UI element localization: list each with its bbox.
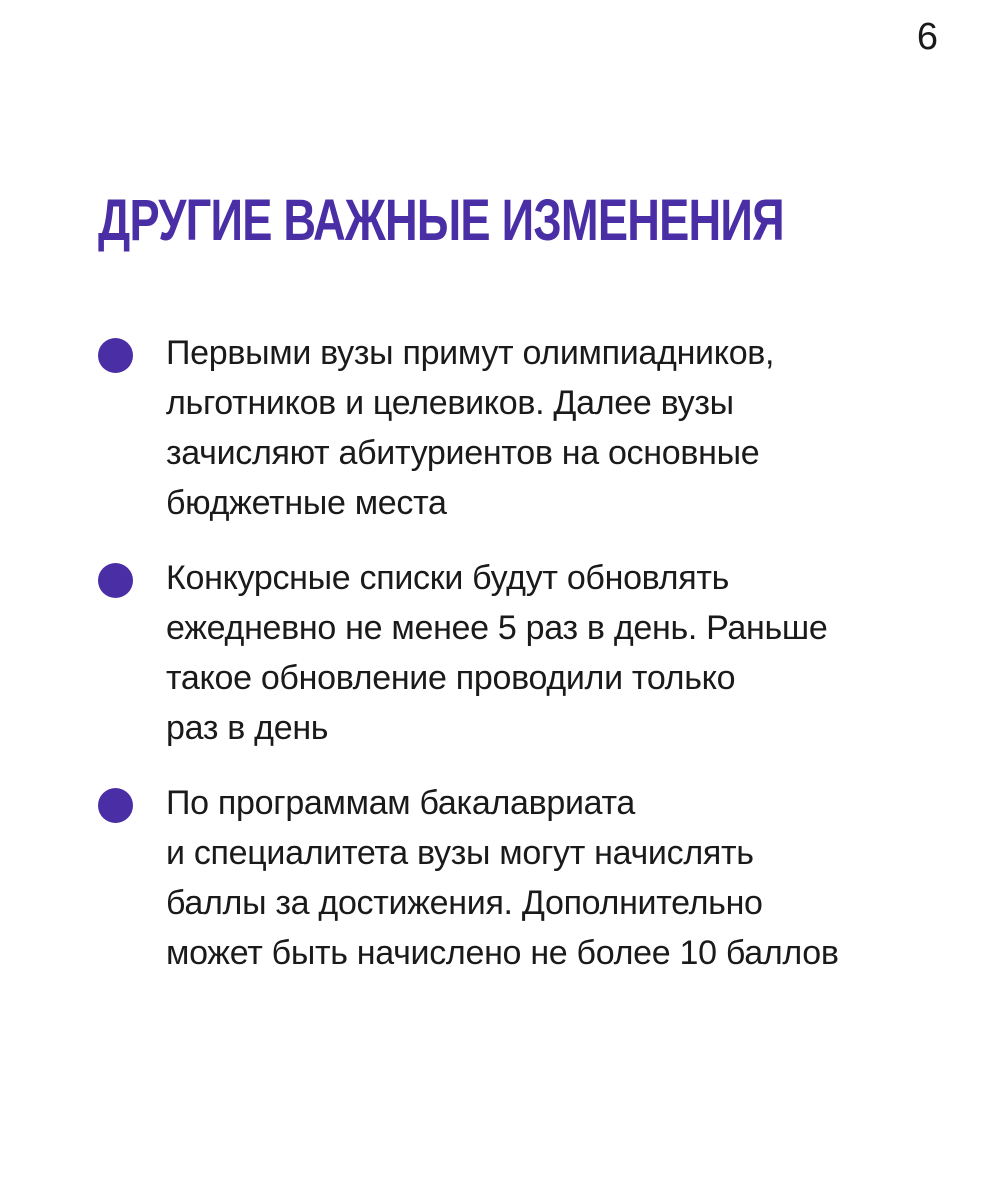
bullet-line: По программам бакалавриата bbox=[166, 784, 636, 822]
bullet-line: льготников и целевиков. Далее вузы bbox=[166, 384, 734, 422]
bullet-line: может быть начислено не более 10 баллов bbox=[166, 934, 839, 972]
bullet-dot-icon bbox=[98, 338, 133, 373]
bullet-line: Первыми вузы примут олимпиадников, bbox=[166, 334, 775, 372]
page-number: 6 bbox=[916, 16, 938, 58]
bullet-line: зачисляют абитуриентов на основные bbox=[166, 434, 760, 472]
bullet-list bbox=[98, 328, 948, 1003]
bullet-line: ежедневно не менее 5 раз в день. Раньше bbox=[166, 609, 828, 647]
bullet-line: баллы за достижения. Дополнительно bbox=[166, 884, 763, 922]
bullet-line: бюджетные места bbox=[166, 484, 447, 522]
list-item bbox=[98, 778, 948, 978]
list-item bbox=[98, 553, 948, 753]
bullet-line: Конкурсные списки будут обновлять bbox=[166, 559, 730, 597]
page-title: ДРУГИЕ ВАЖНЫЕ ИЗМЕНЕНИЯ bbox=[98, 188, 784, 253]
bullet-dot-icon bbox=[98, 788, 133, 823]
list-item bbox=[98, 328, 948, 528]
bullet-line: и специалитета вузы могут начислять bbox=[166, 834, 754, 872]
bullet-line: раз в день bbox=[166, 709, 329, 747]
bullet-dot-icon bbox=[98, 563, 133, 598]
bullet-line: такое обновление проводили только bbox=[166, 659, 736, 697]
